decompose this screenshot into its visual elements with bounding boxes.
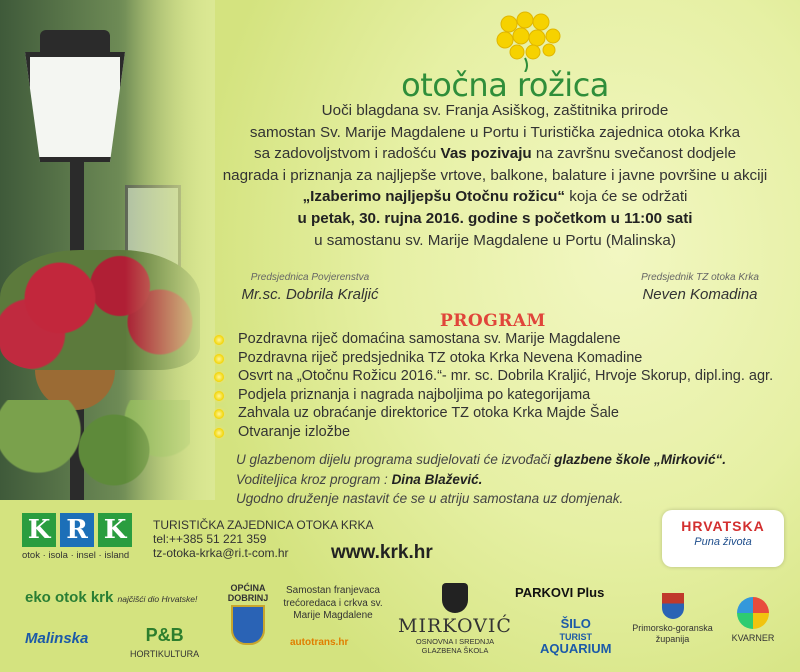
autotrans-logo: autotrans.hr bbox=[290, 637, 349, 648]
krk-logo: K R K otok · isola · insel · island bbox=[22, 513, 140, 563]
samostan-text: Samostan franjevaca trećoredaca i crkva sv. Marije Magdalene bbox=[283, 585, 383, 621]
silo-aquarium-logo: ŠILO TURIST AQUARIUM bbox=[540, 616, 612, 656]
list-item: Podjela priznanja i nagrada najboljima po kategorijama bbox=[212, 386, 773, 405]
tz-email-link[interactable]: tz-otoka-krka@ri.t-com.hr bbox=[153, 546, 289, 560]
program-note: U glazbenom dijelu programa sudjelovati će izvođači glazbene škole „Mirković“. Voditeljica kroz program : Dina Blažević. Ugodno druženje nastavit će se u atriju samostana uz domjenak. bbox=[236, 452, 726, 506]
eko-otok-krk-logo: eko otok krk najčišći dio Hrvatske! bbox=[25, 589, 198, 606]
mirkovic-crest-icon bbox=[442, 583, 468, 613]
otocna-rozica-logo bbox=[400, 10, 610, 104]
invitation-text: Uoči blagdana sv. Franja Asiškog, zaštitnika prirode samostan Sv. Marije Magdalene u Portu i Turistička zajednica otoka Krka sa zadovoljstvom i radošću Vas pozivaju na završnu svečanost dodjele nagrada i priznanja za najljepše vrtove, balkone, balature i javne površine u akciji „Izaberimo najljepšu Otočnu rožicu“ koja će se održati u petak, 30. rujna 2016. godine s početkom u 11:00 sati u samostanu sv. Marije Magdalene u Portu (Malinska) bbox=[195, 100, 795, 251]
logo-text: otočna rožica bbox=[401, 66, 609, 104]
mirkovic-logo: MIRKOVIĆ OSNOVNA I SREDNJA GLAZBENA ŠKOLA bbox=[395, 583, 515, 655]
yellow-flower-icon bbox=[495, 10, 565, 72]
kvarner-logo: KVARNER bbox=[722, 597, 784, 643]
lamp-photo bbox=[0, 0, 215, 500]
list-item: Otvaranje izložbe bbox=[212, 423, 773, 442]
website-link[interactable]: www.krk.hr bbox=[331, 542, 433, 563]
pgz-crest-icon bbox=[662, 593, 684, 619]
signature-right: Predsjednik TZ otoka Krka Neven Komadina bbox=[641, 272, 759, 303]
dobrinj-shield-icon bbox=[231, 605, 265, 645]
program-title: PROGRAM bbox=[440, 311, 546, 331]
malinska-logo: Malinska bbox=[25, 630, 89, 647]
signature-left: Predsjednica Povjerenstva Mr.sc. Dobrila Kraljić bbox=[241, 272, 379, 303]
street-lamp-icon bbox=[15, 30, 135, 180]
list-item: Pozdravna riječ predsjednika TZ otoka Krka Nevena Komadine bbox=[212, 349, 773, 368]
parkovi-plus-logo: PARKOVI Plus bbox=[515, 585, 605, 600]
tz-contact: TURISTIČKA ZAJEDNICA OTOKA KRKA tel:++385 51 221 359 tz-otoka-krka@ri.t-com.hr bbox=[153, 518, 374, 560]
opcina-dobrinj-logo: OPĆINA DOBRINJ bbox=[222, 583, 274, 653]
pgz-logo: Primorsko-goranska županija bbox=[630, 593, 715, 645]
event-date: u petak, 30. rujna 2016. godine s početkom u 11:00 sati bbox=[297, 209, 693, 227]
list-item: Pozdravna riječ domaćina samostana sv. Marije Magdalene bbox=[212, 330, 773, 349]
hrvatska-logo: HRVATSKA Puna života bbox=[662, 510, 784, 567]
program-list bbox=[212, 330, 773, 441]
pb-hortikultura-logo: P&B HORTIKULTURA bbox=[130, 625, 200, 659]
kvarner-star-icon bbox=[737, 597, 769, 629]
footer bbox=[0, 505, 800, 672]
list-item: Zahvala uz obraćanje direktorice TZ otoka Krka Majde Šale bbox=[212, 404, 773, 423]
list-item: Osvrt na „Otočnu Rožicu 2016.“- mr. sc. Dobrila Kraljić, Hrvoje Skorup, dipl.ing. agr. bbox=[212, 367, 773, 386]
event-location: u samostanu sv. Marije Magdalene u Portu (Malinska) bbox=[314, 231, 676, 249]
